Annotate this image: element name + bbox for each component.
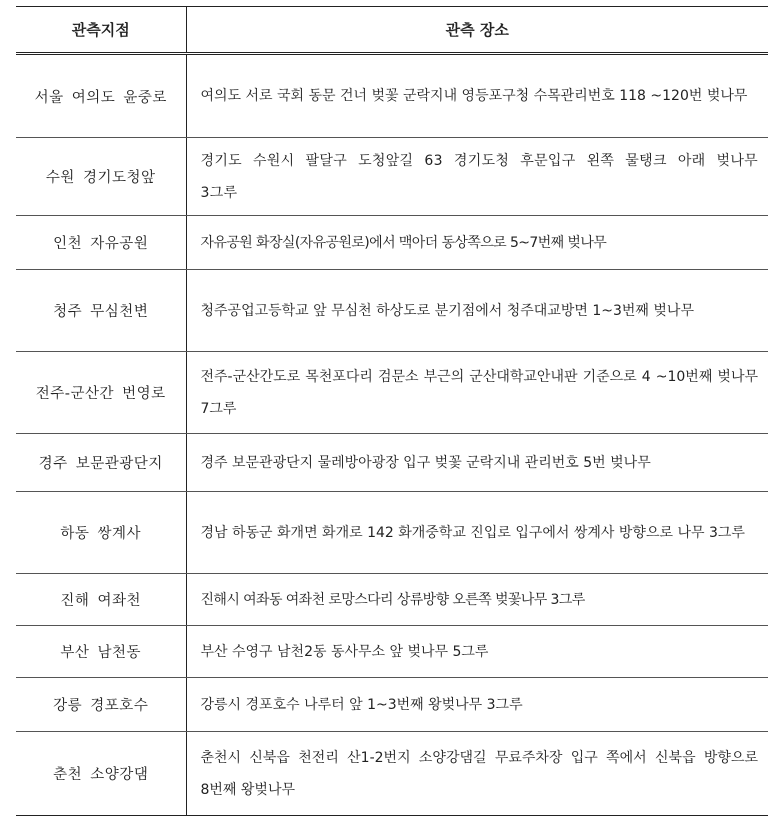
row-location: 전주-군산간 번영로 [16, 352, 186, 434]
row-location: 청주 무심천변 [16, 270, 186, 352]
table-row [16, 626, 768, 678]
row-location: 진해 여좌천 [16, 574, 186, 626]
row-location: 강릉 경포호수 [16, 678, 186, 732]
row-location: 하동 쌍계사 [16, 492, 186, 574]
table-row [16, 492, 768, 574]
row-place: 강릉시 경포호수 나루터 앞 1~3번째 왕벚나무 3그루 [186, 678, 768, 732]
row-place: 경주 보문관광단지 물레방아광장 입구 벚꽃 군락지내 관리번호 5번 벚나무 [186, 434, 768, 492]
row-location: 수원 경기도청앞 [16, 138, 186, 216]
row-place: 청주공업고등학교 앞 무심천 하상도로 분기점에서 청주대교방면 1~3번째 벚나무 [186, 270, 768, 352]
table-row [16, 434, 768, 492]
row-place: 전주-군산간도로 목천포다리 검문소 부근의 군산대학교안내판 기준으로 4 ~10번째 벚나무 7그루 [186, 352, 768, 434]
table-row [16, 678, 768, 732]
row-location: 인천 자유공원 [16, 216, 186, 270]
row-place: 춘천시 신북읍 천전리 산1-2번지 소양강댐길 무료주차장 입구 쪽에서 신북읍 방향으로 8번째 왕벚나무 [186, 732, 768, 816]
table-row [16, 138, 768, 216]
table-row [16, 216, 768, 270]
table-header-row [16, 7, 768, 54]
row-location: 춘천 소양강댐 [16, 732, 186, 816]
table-row [16, 732, 768, 816]
row-location: 부산 남천동 [16, 626, 186, 678]
row-place: 여의도 서로 국회 동문 건너 벚꽃 군락지내 영등포구청 수목관리번호 118 ~120번 벚나무 [186, 54, 768, 138]
row-place: 경남 하동군 화개면 화개로 142 화개중학교 진입로 입구에서 쌍계사 방향으로 나무 3그루 [186, 492, 768, 574]
row-location: 경주 보문관광단지 [16, 434, 186, 492]
header-observation-place: 관측 장소 [186, 7, 768, 54]
row-location: 서울 여의도 윤중로 [16, 54, 186, 138]
row-place: 자유공원 화장실(자유공원로)에서 맥아더 동상쪽으로 5~7번째 벚나무 [186, 216, 768, 270]
observation-sites-table [16, 6, 768, 816]
row-place: 경기도 수원시 팔달구 도청앞길 63 경기도청 후문입구 왼쪽 물탱크 아래 벚나무 3그루 [186, 138, 768, 216]
row-place: 진해시 여좌동 여좌천 로망스다리 상류방향 오른쪽 벚꽃나무 3그루 [186, 574, 768, 626]
table-row [16, 352, 768, 434]
row-place: 부산 수영구 남천2동 동사무소 앞 벚나무 5그루 [186, 626, 768, 678]
header-observation-point: 관측지점 [16, 7, 186, 54]
table-row [16, 574, 768, 626]
table-row [16, 270, 768, 352]
table-row [16, 54, 768, 138]
